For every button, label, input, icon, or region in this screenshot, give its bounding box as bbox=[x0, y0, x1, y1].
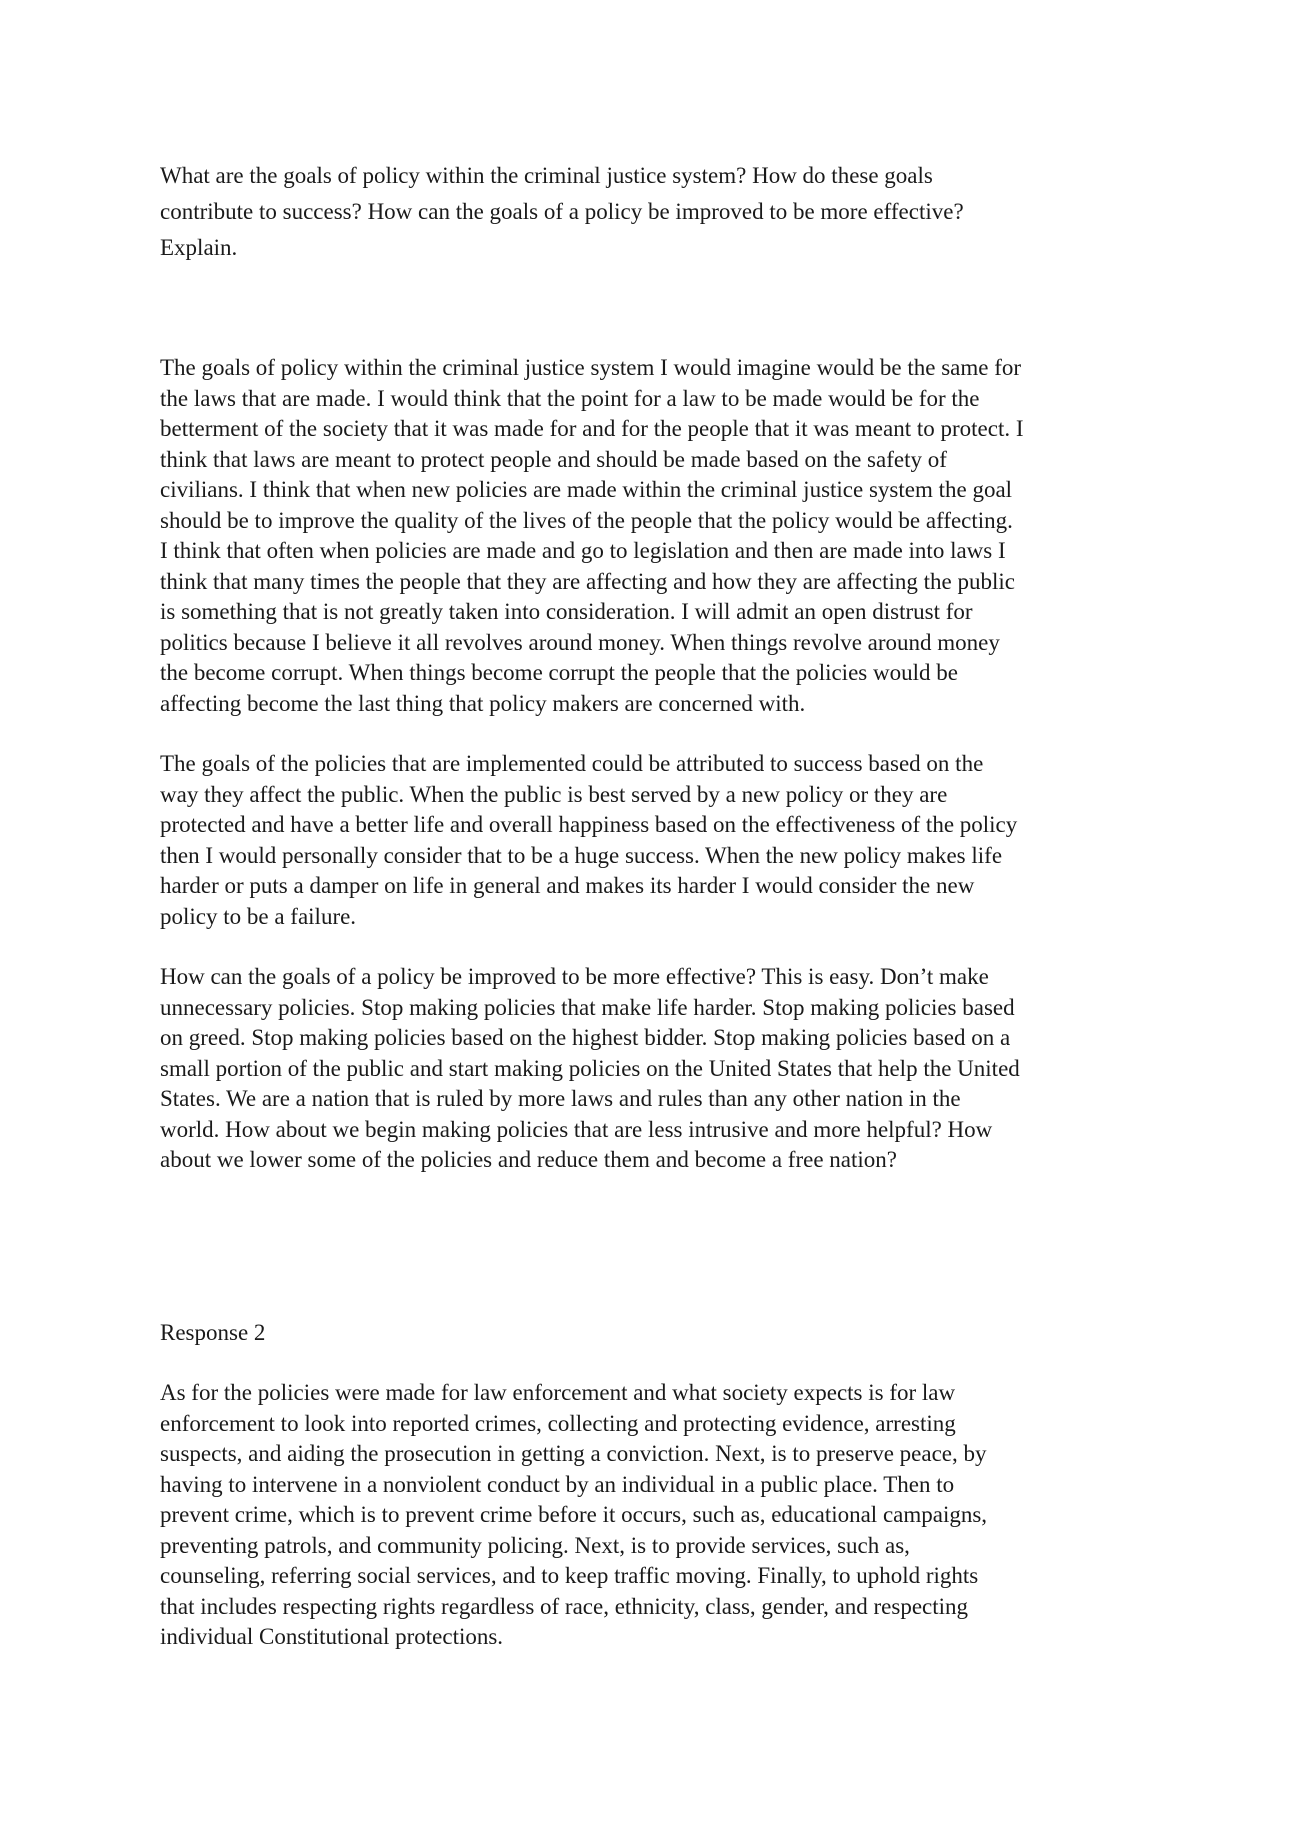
text-line: think that many times the people that they are affecting and how they are affecting the public bbox=[160, 568, 1015, 594]
text-line: prevent crime, which is to prevent crime before it occurs, such as, educational campaigns, bbox=[160, 1502, 988, 1527]
text-line: policy to be a failure. bbox=[160, 903, 357, 929]
text-line: the laws that are made. I would think that the point for a law to be made would be for the bbox=[160, 385, 980, 411]
text-line: affecting become the last thing that policy makers are concerned with. bbox=[160, 690, 806, 716]
paragraph-policy-goals bbox=[160, 353, 1160, 719]
text-line: counseling, referring social services, and to keep traffic moving. Finally, to uphold rights bbox=[160, 1563, 979, 1588]
question-line: Explain. bbox=[160, 235, 238, 260]
response-heading bbox=[160, 1318, 1160, 1349]
heading-text: Response 2 bbox=[160, 1320, 266, 1345]
text-line: having to intervene in a nonviolent conduct by an individual in a public place. Then to bbox=[160, 1471, 955, 1497]
text-line: small portion of the public and start making policies on the United States that help the United bbox=[160, 1055, 1020, 1081]
text-line: The goals of the policies that are implemented could be attributed to success based on the bbox=[160, 751, 984, 776]
text-line: think that laws are meant to protect people and should be made based on the safety of bbox=[160, 446, 947, 472]
text-line: way they affect the public. When the public is best served by a new policy or they are bbox=[160, 781, 948, 807]
question-prompt bbox=[160, 158, 1160, 266]
text-line: that includes respecting rights regardless of race, ethnicity, class, gender, and respecting bbox=[160, 1593, 969, 1619]
text-line: politics because I believe it all revolves around money. When things revolve around money bbox=[160, 629, 1000, 655]
text-line: harder or puts a damper on life in general and makes its harder I would consider the new bbox=[160, 873, 975, 898]
text-line: suspects, and aiding the prosecution in getting a conviction. Next, is to preserve peace, by bbox=[160, 1441, 987, 1466]
text-line: then I would personally consider that to be a huge success. When the new policy makes life bbox=[160, 842, 1003, 868]
text-line: States. We are a nation that is ruled by more laws and rules than any other nation in the bbox=[160, 1086, 961, 1111]
text-line: unnecessary policies. Stop making policies that make life harder. Stop making policies based bbox=[160, 994, 1015, 1020]
text-line: on greed. Stop making policies based on the highest bidder. Stop making policies based on a bbox=[160, 1025, 1011, 1050]
text-line: How can the goals of a policy be improved to be more effective? This is easy. Don’t make bbox=[160, 964, 989, 989]
text-line: about we lower some of the policies and reduce them and become a free nation? bbox=[160, 1147, 897, 1172]
question-line: What are the goals of policy within the criminal justice system? How do these goals bbox=[160, 163, 933, 188]
text-line: protected and have a better life and overall happiness based on the effectiveness of the policy bbox=[160, 812, 1018, 837]
text-line: should be to improve the quality of the lives of the people that the policy would be affecting. bbox=[160, 507, 1013, 533]
paragraph-response-2 bbox=[160, 1378, 1160, 1653]
text-line: is something that is not greatly taken into consideration. I will admit an open distrust for bbox=[160, 599, 973, 624]
text-line: The goals of policy within the criminal justice system I would imagine would be the same for bbox=[160, 355, 1022, 380]
text-line: civilians. I think that when new policies are made within the criminal justice system the goal bbox=[160, 477, 1013, 502]
text-line: betterment of the society that it was made for and for the people that it was meant to protect. I bbox=[160, 416, 1024, 441]
text-line: As for the policies were made for law enforcement and what society expects is for law bbox=[160, 1380, 956, 1405]
text-line: enforcement to look into reported crimes, collecting and protecting evidence, arresting bbox=[160, 1410, 956, 1436]
question-line: contribute to success? How can the goals of a policy be improved to be more effective? bbox=[160, 199, 964, 224]
paragraph-success bbox=[160, 749, 1160, 932]
text-line: the become corrupt. When things become corrupt the people that the policies would be bbox=[160, 660, 958, 685]
text-line: preventing patrols, and community policing. Next, is to provide services, such as, bbox=[160, 1532, 910, 1558]
text-line: world. How about we begin making policies that are less intrusive and more helpful? How bbox=[160, 1116, 993, 1142]
text-line: individual Constitutional protections. bbox=[160, 1624, 504, 1649]
paragraph-improvement bbox=[160, 962, 1160, 1176]
text-line: I think that often when policies are made and go to legislation and then are made into laws I bbox=[160, 538, 1006, 563]
